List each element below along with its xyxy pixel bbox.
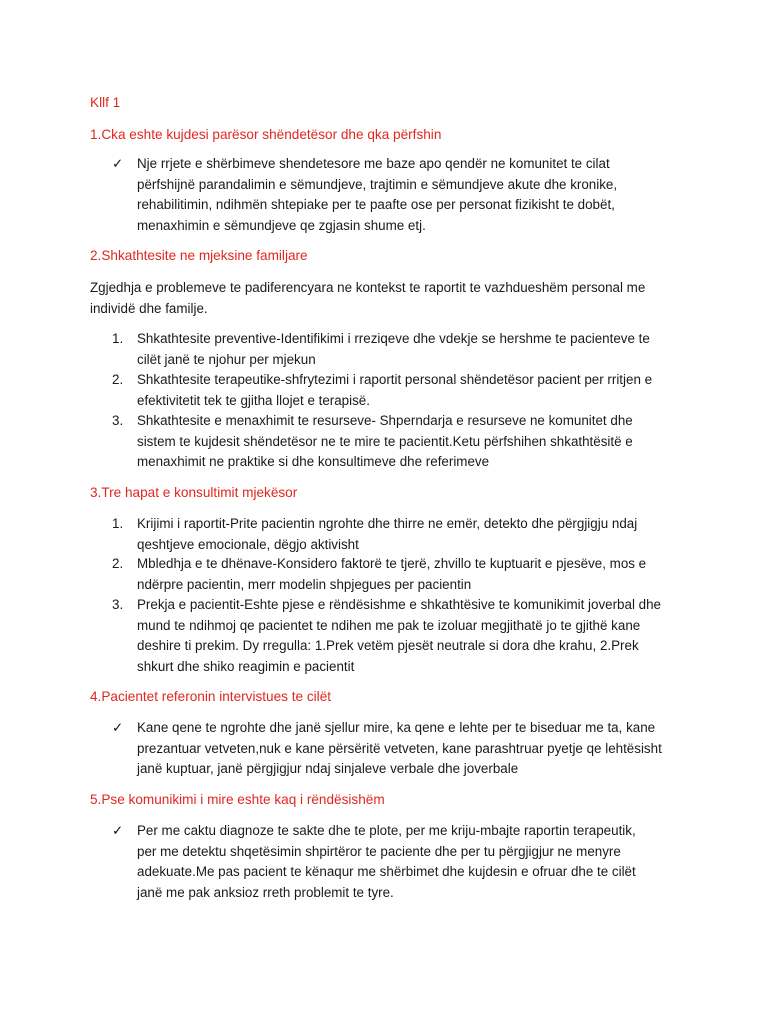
- text-line: prezantuar vetveten,nuk e kane përsëritë vetveten, kane parashtruar pyetje qe lehtësisht: [137, 740, 662, 756]
- section-3-item-3: [112, 595, 692, 677]
- text-line: per me detektu shqetësimin shpirtëror te paciente dhe per tu përgjigjur ne menyre: [137, 843, 621, 859]
- text-line: deshire ti prekim. Dy rregulla: 1.Prek vetëm pjesët neutrale si dora dhe krahu, 2.Prek: [137, 638, 639, 653]
- text-line: sistem te kujdesit shëndetësor ne te mire te pacientit.Ketu përfshihen shkathtësitë e: [137, 433, 633, 449]
- text-line: rehabilitimin, ndihmën shtepiake per te paafte ose per personat fizikisht te dobët,: [137, 197, 615, 212]
- text-line: Shkathtesite terapeutike-shfrytezimi i raportit personal shëndetësor pacient per rritjen e: [137, 372, 653, 387]
- section-3-item-1: [112, 514, 692, 555]
- section-2-intro: [90, 278, 680, 319]
- checkmark-icon: ✓: [112, 720, 124, 735]
- section-2-item-1: [112, 329, 692, 370]
- checkmark-icon: ✓: [112, 156, 124, 171]
- document-title: Kllf 1: [90, 95, 121, 110]
- text-line: Prekja e pacientit-Eshte pjese e rëndësishme e shkathtësive te komunikimit joverbal dhe: [137, 597, 661, 612]
- text-line: janë kuptuar, janë përgjigjur ndaj sinjaleve verbale dhe joverbale: [137, 761, 519, 776]
- section-4-heading: 4.Pacientet referonin intervistues te cilët: [90, 689, 332, 704]
- text-line: ndërpre pacientin, merr modelin shpjegues per pacientin: [137, 576, 472, 592]
- text-line: menaxhimin e sëmundjeve qe zgjasin shume etj.: [137, 217, 426, 233]
- text-line: qeshtjeve emocionale, dëgjo aktivisht: [137, 536, 359, 552]
- text-line: Nje rrjete e shërbimeve shendetesore me baze apo qendër ne komunitet te cilat: [137, 156, 610, 171]
- text-line: efektivitetit tek te gjitha llojet e terapisë.: [137, 392, 370, 408]
- checkmark-icon: ✓: [112, 823, 124, 838]
- item-number: 3.: [112, 413, 124, 428]
- item-number: 2.: [112, 556, 124, 571]
- text-line: Krijimi i raportit-Prite pacientin ngrohte dhe thirre ne emër, detekto dhe përgjigju ndaj: [137, 516, 638, 531]
- item-number: 2.: [112, 372, 124, 387]
- text-line: Mbledhja e te dhënave-Konsidero faktorë te tjerë, zhvillo te kuptuarit e pjesëve, mos e: [137, 556, 647, 571]
- section-1-heading: 1.Cka eshte kujdesi parësor shëndetësor dhe qka përfshin: [90, 127, 442, 142]
- section-2-item-3: [112, 411, 692, 473]
- text-line: Per me caktu diagnoze te sakte dhe te plote, per me kriju-mbajte raportin terapeutik,: [137, 823, 636, 838]
- section-3-heading: 3.Tre hapat e konsultimit mjekësor: [90, 485, 298, 500]
- text-line: shkurt dhe shiko reagimin e pacientit: [137, 658, 355, 674]
- text-line: adekuate.Me pas pacient te kënaqur me shërbimet dhe kujdesin e ofruar dhe te cilët: [137, 864, 636, 879]
- item-number: 3.: [112, 597, 124, 612]
- section-4-bullet: [112, 718, 682, 780]
- section-5-bullet: [112, 821, 682, 903]
- text-line: Shkathtesite e menaxhimit te resurseve- Shperndarja e resurseve ne komunitet dhe: [137, 413, 633, 428]
- text-line: Shkathtesite preventive-Identifikimi i rreziqeve dhe vdekje se hershme te pacienteve te: [137, 331, 650, 346]
- text-line: Kane qene te ngrohte dhe janë sjellur mire, ka qene e lehte per te biseduar me ta, kane: [137, 720, 656, 735]
- text-line: mund te ndihmoj qe pacientet te ndihen me pak te izoluar megjithatë jo te gjithë kane: [137, 617, 641, 633]
- text-line: individë dhe familje.: [90, 300, 208, 316]
- text-line: Zgjedhja e problemeve te padiferencyara ne kontekst te raportit te vazhdueshëm personal me: [90, 280, 646, 295]
- section-5-heading: 5.Pse komunikimi i mire eshte kaq i rëndësishëm: [90, 792, 385, 807]
- section-2-heading: 2.Shkathtesite ne mjeksine familjare: [90, 248, 308, 263]
- text-line: cilët janë te njohur per mjekun: [137, 351, 316, 367]
- section-2-item-2: [112, 370, 692, 411]
- text-line: menaxhimit ne praktike si dhe konsultimeve dhe referimeve: [137, 454, 490, 469]
- section-1-bullet: [112, 154, 682, 236]
- item-number: 1.: [112, 516, 124, 531]
- text-line: përfshijnë parandalimin e sëmundjeve, trajtimin e sëmundjeve akute dhe kronike,: [137, 176, 618, 192]
- item-number: 1.: [112, 331, 124, 346]
- text-line: janë me pak anksioz rreth problemit te tyre.: [137, 884, 394, 900]
- section-3-item-2: [112, 554, 692, 595]
